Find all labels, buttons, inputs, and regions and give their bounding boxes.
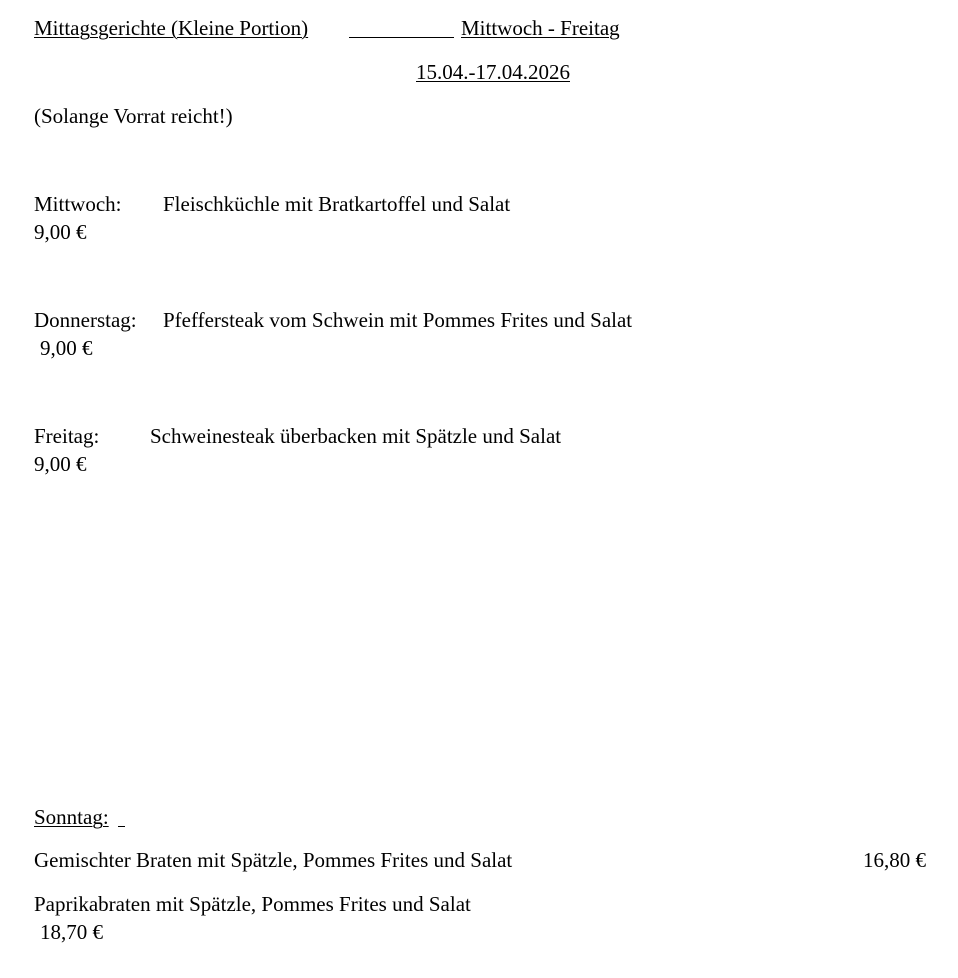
day-label-donnerstag: Donnerstag: <box>34 308 137 332</box>
sunday-price-paprikabraten: 18,70 € <box>40 920 103 944</box>
price-freitag: 9,00 € <box>34 452 87 476</box>
sunday-heading: Sonntag: <box>34 805 109 829</box>
price-mittwoch: 9,00 € <box>34 220 87 244</box>
title-underline-gap <box>349 37 454 38</box>
dish-donnerstag: Pfeffersteak vom Schwein mit Pommes Frites und Salat <box>163 308 633 332</box>
sunday-price-gemischter-braten: 16,80 € <box>863 848 926 872</box>
days-range: Mittwoch - Freitag <box>461 16 620 40</box>
day-label-mittwoch: Mittwoch: <box>34 192 122 216</box>
dish-mittwoch: Fleischküchle mit Bratkartoffel und Salat <box>163 192 511 216</box>
sunday-dish-paprikabraten: Paprikabraten mit Spätzle, Pommes Frites und Salat <box>34 892 471 916</box>
day-label-freitag: Freitag: <box>34 424 100 448</box>
availability-note: (Solange Vorrat reicht!) <box>34 104 233 128</box>
price-donnerstag: 9,00 € <box>40 336 93 360</box>
sunday-heading-underline-tail <box>118 826 125 827</box>
dish-freitag: Schweinesteak überbacken mit Spätzle und Salat <box>150 424 562 448</box>
date-range: 15.04.-17.04.2026 <box>416 60 570 84</box>
menu-title: Mittagsgerichte (Kleine Portion) <box>34 16 309 40</box>
sunday-dish-gemischter-braten: Gemischter Braten mit Spätzle, Pommes Frites und Salat <box>34 848 513 872</box>
